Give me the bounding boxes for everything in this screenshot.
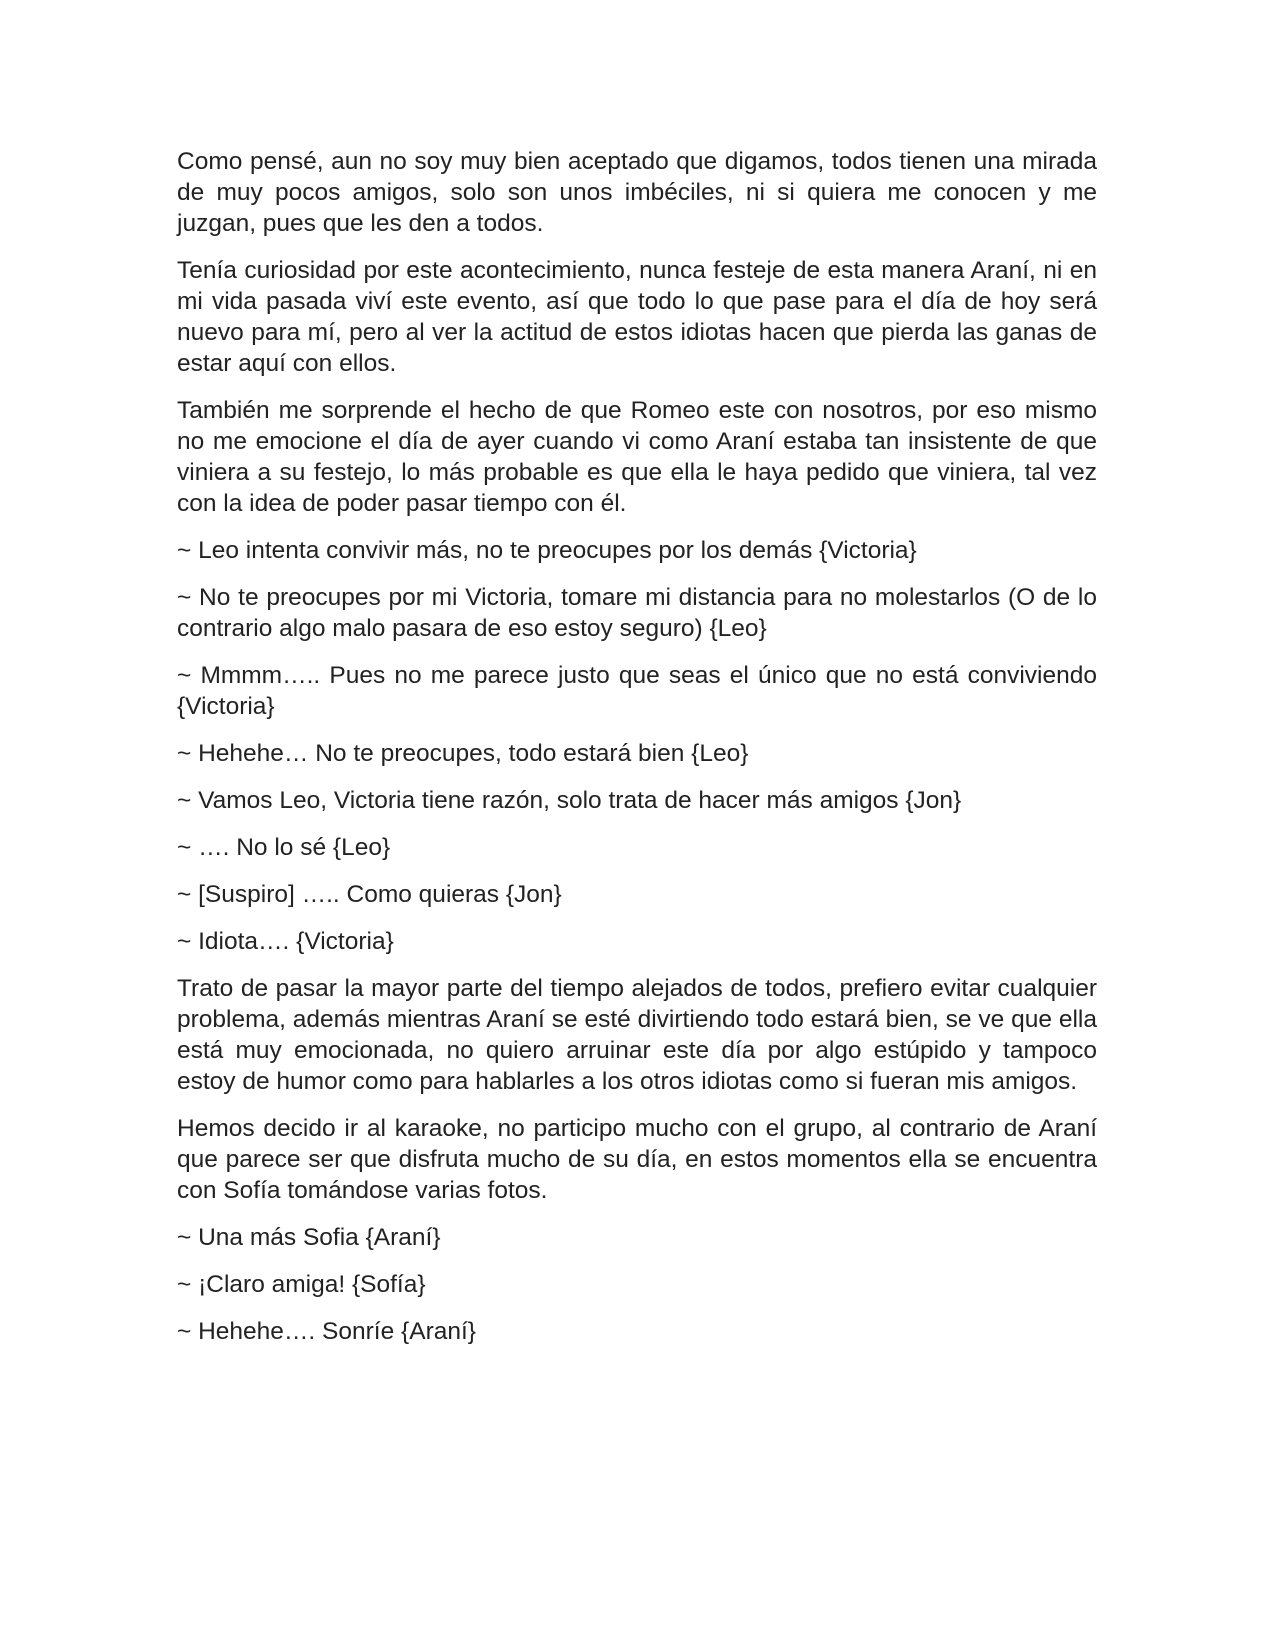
dialogue-line: ~ [Suspiro] ….. Como quieras {Jon}: [177, 881, 562, 908]
narrative-paragraph: También me sorprende el hecho de que Romeo este con nosotros, por eso mismo no me emocione el día de ayer cuando vi como Araní estaba tan insistente de que viniera a su festejo, lo más probable es que ella le haya pedido que viniera, tal vez con la idea de poder pasar tiempo con él.: [177, 397, 1097, 517]
document-page: [177, 146, 1097, 1363]
dialogue-line: ~ Hehehe…. Sonríe {Araní}: [177, 1318, 476, 1345]
dialogue-line: ~ No te preocupes por mi Victoria, tomare mi distancia para no molestarlos (O de lo contrario algo malo pasara de eso estoy seguro) {Leo}: [177, 584, 1097, 642]
dialogue-line: ~ Hehehe… No te preocupes, todo estará bien {Leo}: [177, 740, 749, 767]
dialogue-line: ~ Idiota…. {Victoria}: [177, 928, 394, 955]
dialogue-line: ~ Una más Sofia {Araní}: [177, 1224, 441, 1251]
dialogue-line: ~ Leo intenta convivir más, no te preocupes por los demás {Victoria}: [177, 537, 917, 564]
narrative-paragraph: Como pensé, aun no soy muy bien aceptado que digamos, todos tienen una mirada de muy pocos amigos, solo son unos imbéciles, ni si quiera me conocen y me juzgan, pues que les den a todos.: [177, 148, 1097, 237]
dialogue-line: ~ ¡Claro amiga! {Sofía}: [177, 1271, 426, 1298]
narrative-paragraph: Hemos decido ir al karaoke, no participo mucho con el grupo, al contrario de Araní que parece ser que disfruta mucho de su día, en estos momentos ella se encuentra con Sofía tomándose varias fotos.: [177, 1115, 1097, 1204]
dialogue-line: ~ Mmmm….. Pues no me parece justo que seas el único que no está conviviendo {Victoria}: [177, 662, 1097, 720]
narrative-paragraph: Tenía curiosidad por este acontecimiento, nunca festeje de esta manera Araní, ni en mi vida pasada viví este evento, así que todo lo que pase para el día de hoy será nuevo para mí, pero al ver la actitud de estos idiotas hacen que pierda las ganas de estar aquí con ellos.: [177, 257, 1097, 377]
dialogue-line: ~ Vamos Leo, Victoria tiene razón, solo trata de hacer más amigos {Jon}: [177, 787, 962, 814]
narrative-paragraph: Trato de pasar la mayor parte del tiempo alejados de todos, prefiero evitar cualquier problema, además mientras Araní se esté divirtiendo todo estará bien, se ve que ella está muy emocionada, no quiero arruinar este día por algo estúpido y tampoco estoy de humor como para hablarles a los otros idiotas como si fueran mis amigos.: [177, 975, 1097, 1095]
dialogue-line: ~ …. No lo sé {Leo}: [177, 834, 391, 861]
